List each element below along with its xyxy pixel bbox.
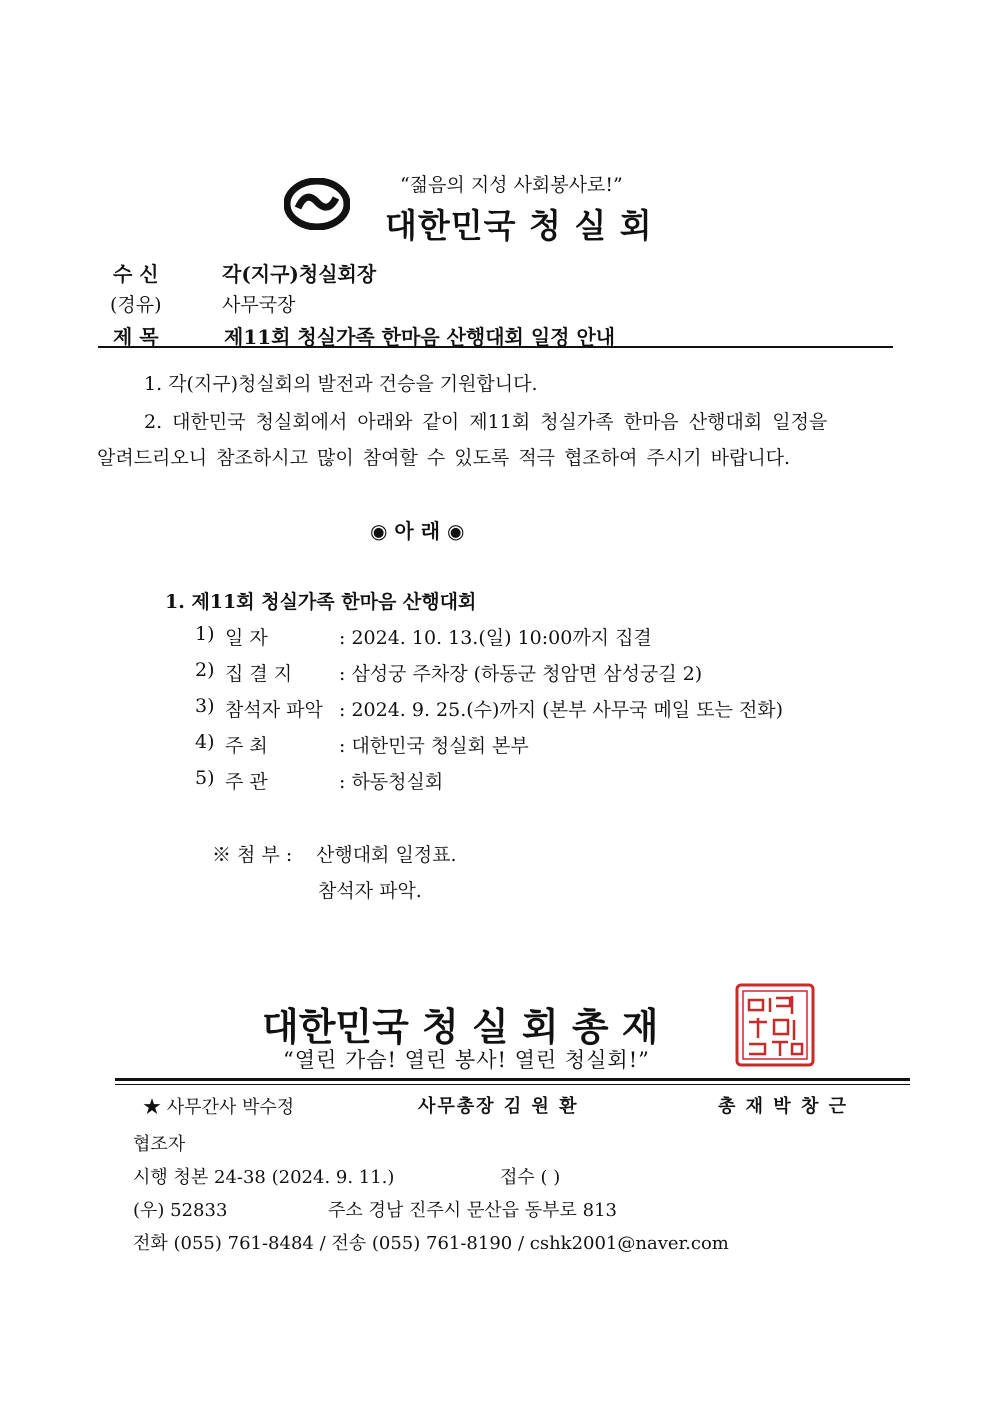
detail-item-number: 3) xyxy=(195,695,215,717)
header-divider xyxy=(98,346,893,348)
detail-item-label: 일 자 xyxy=(225,627,268,649)
subject: 제11회 청실가족 한마음 산행대회 일정 안내 xyxy=(224,325,616,349)
via-label: (경유) xyxy=(110,294,162,316)
paragraph-1: 1. 각(지구)청실회의 발전과 건승을 기원합니다. xyxy=(144,373,538,395)
staff-signature: ★ 사무간사 박수정 xyxy=(143,1097,295,1118)
signature-slogan: “열린 가슴! 열린 봉사! 열린 청실회!” xyxy=(283,1048,650,1072)
recipient-label: 수 신 xyxy=(113,262,159,286)
postal-code: (우) 52833 xyxy=(133,1200,228,1221)
attachment-item: 산행대회 일정표. xyxy=(316,844,457,866)
detail-item-value: : 삼성궁 주차장 (하동군 청암면 삼성궁길 2) xyxy=(339,663,703,685)
contact-info: 전화 (055) 761-8484 / 전송 (055) 761-8190 / cshk2001@naver.com xyxy=(133,1233,729,1254)
paragraph-2-line-1: 2. 대한민국 청실회에서 아래와 같이 제11회 청실가족 한마음 산행대회 일정을 xyxy=(144,411,828,433)
org-slogan: “젊음의 지성 사회봉사로!” xyxy=(400,174,623,196)
via: 사무국장 xyxy=(222,294,296,316)
paragraph-2-line-2: 알려드리오니 참조하시고 많이 참여할 수 있도록 적극 협조하여 주시기 바랍니다. xyxy=(97,447,791,469)
subject-label: 제 목 xyxy=(113,325,159,349)
signature-org: 대한민국 청 실 회 총 재 xyxy=(262,1004,659,1049)
president-signature: 총 재 박 창 근 xyxy=(718,1096,849,1117)
official-seal-icon xyxy=(734,982,816,1068)
detail-item-value: : 하동청실회 xyxy=(339,771,444,793)
detail-item-number: 1) xyxy=(195,623,215,645)
detail-item-value: : 대한민국 청실회 본부 xyxy=(339,735,529,757)
detail-item-number: 2) xyxy=(195,659,215,681)
execution-info: 시행 청본 24-38 (2024. 9. 11.) xyxy=(133,1167,395,1188)
recipient: 각(지구)청실회장 xyxy=(222,262,377,286)
detail-item-label: 주 최 xyxy=(225,735,268,757)
address: 주소 경남 진주시 문산읍 동부로 813 xyxy=(328,1200,618,1221)
org-logo-icon xyxy=(284,178,350,230)
detail-item-label: 참석자 파악 xyxy=(225,699,323,721)
attachment-item: 참석자 파악. xyxy=(318,880,422,902)
detail-item-label: 집 결 지 xyxy=(225,663,293,685)
section-title: 1. 제11회 청실가족 한마음 산행대회 xyxy=(165,591,477,613)
cooperator-label: 협조자 xyxy=(133,1134,186,1155)
detail-item-value: : 2024. 10. 13.(일) 10:00까지 집결 xyxy=(339,627,652,649)
attachment-label: ※ 첨 부 : xyxy=(212,844,293,866)
secretary-signature: 사무총장 김 원 환 xyxy=(418,1096,579,1117)
detail-item-number: 5) xyxy=(195,767,215,789)
footer-divider-thick xyxy=(115,1078,910,1081)
notice-title: ◉ 아 래 ◉ xyxy=(370,519,465,543)
footer-divider-thin xyxy=(115,1084,910,1085)
detail-item-label: 주 관 xyxy=(225,771,268,793)
org-name: 대한민국 청 실 회 xyxy=(385,206,653,245)
receipt-info: 접수 ( ) xyxy=(500,1167,561,1188)
detail-item-value: : 2024. 9. 25.(수)까지 (본부 사무국 메일 또는 전화) xyxy=(339,699,784,721)
detail-item-number: 4) xyxy=(195,731,215,753)
